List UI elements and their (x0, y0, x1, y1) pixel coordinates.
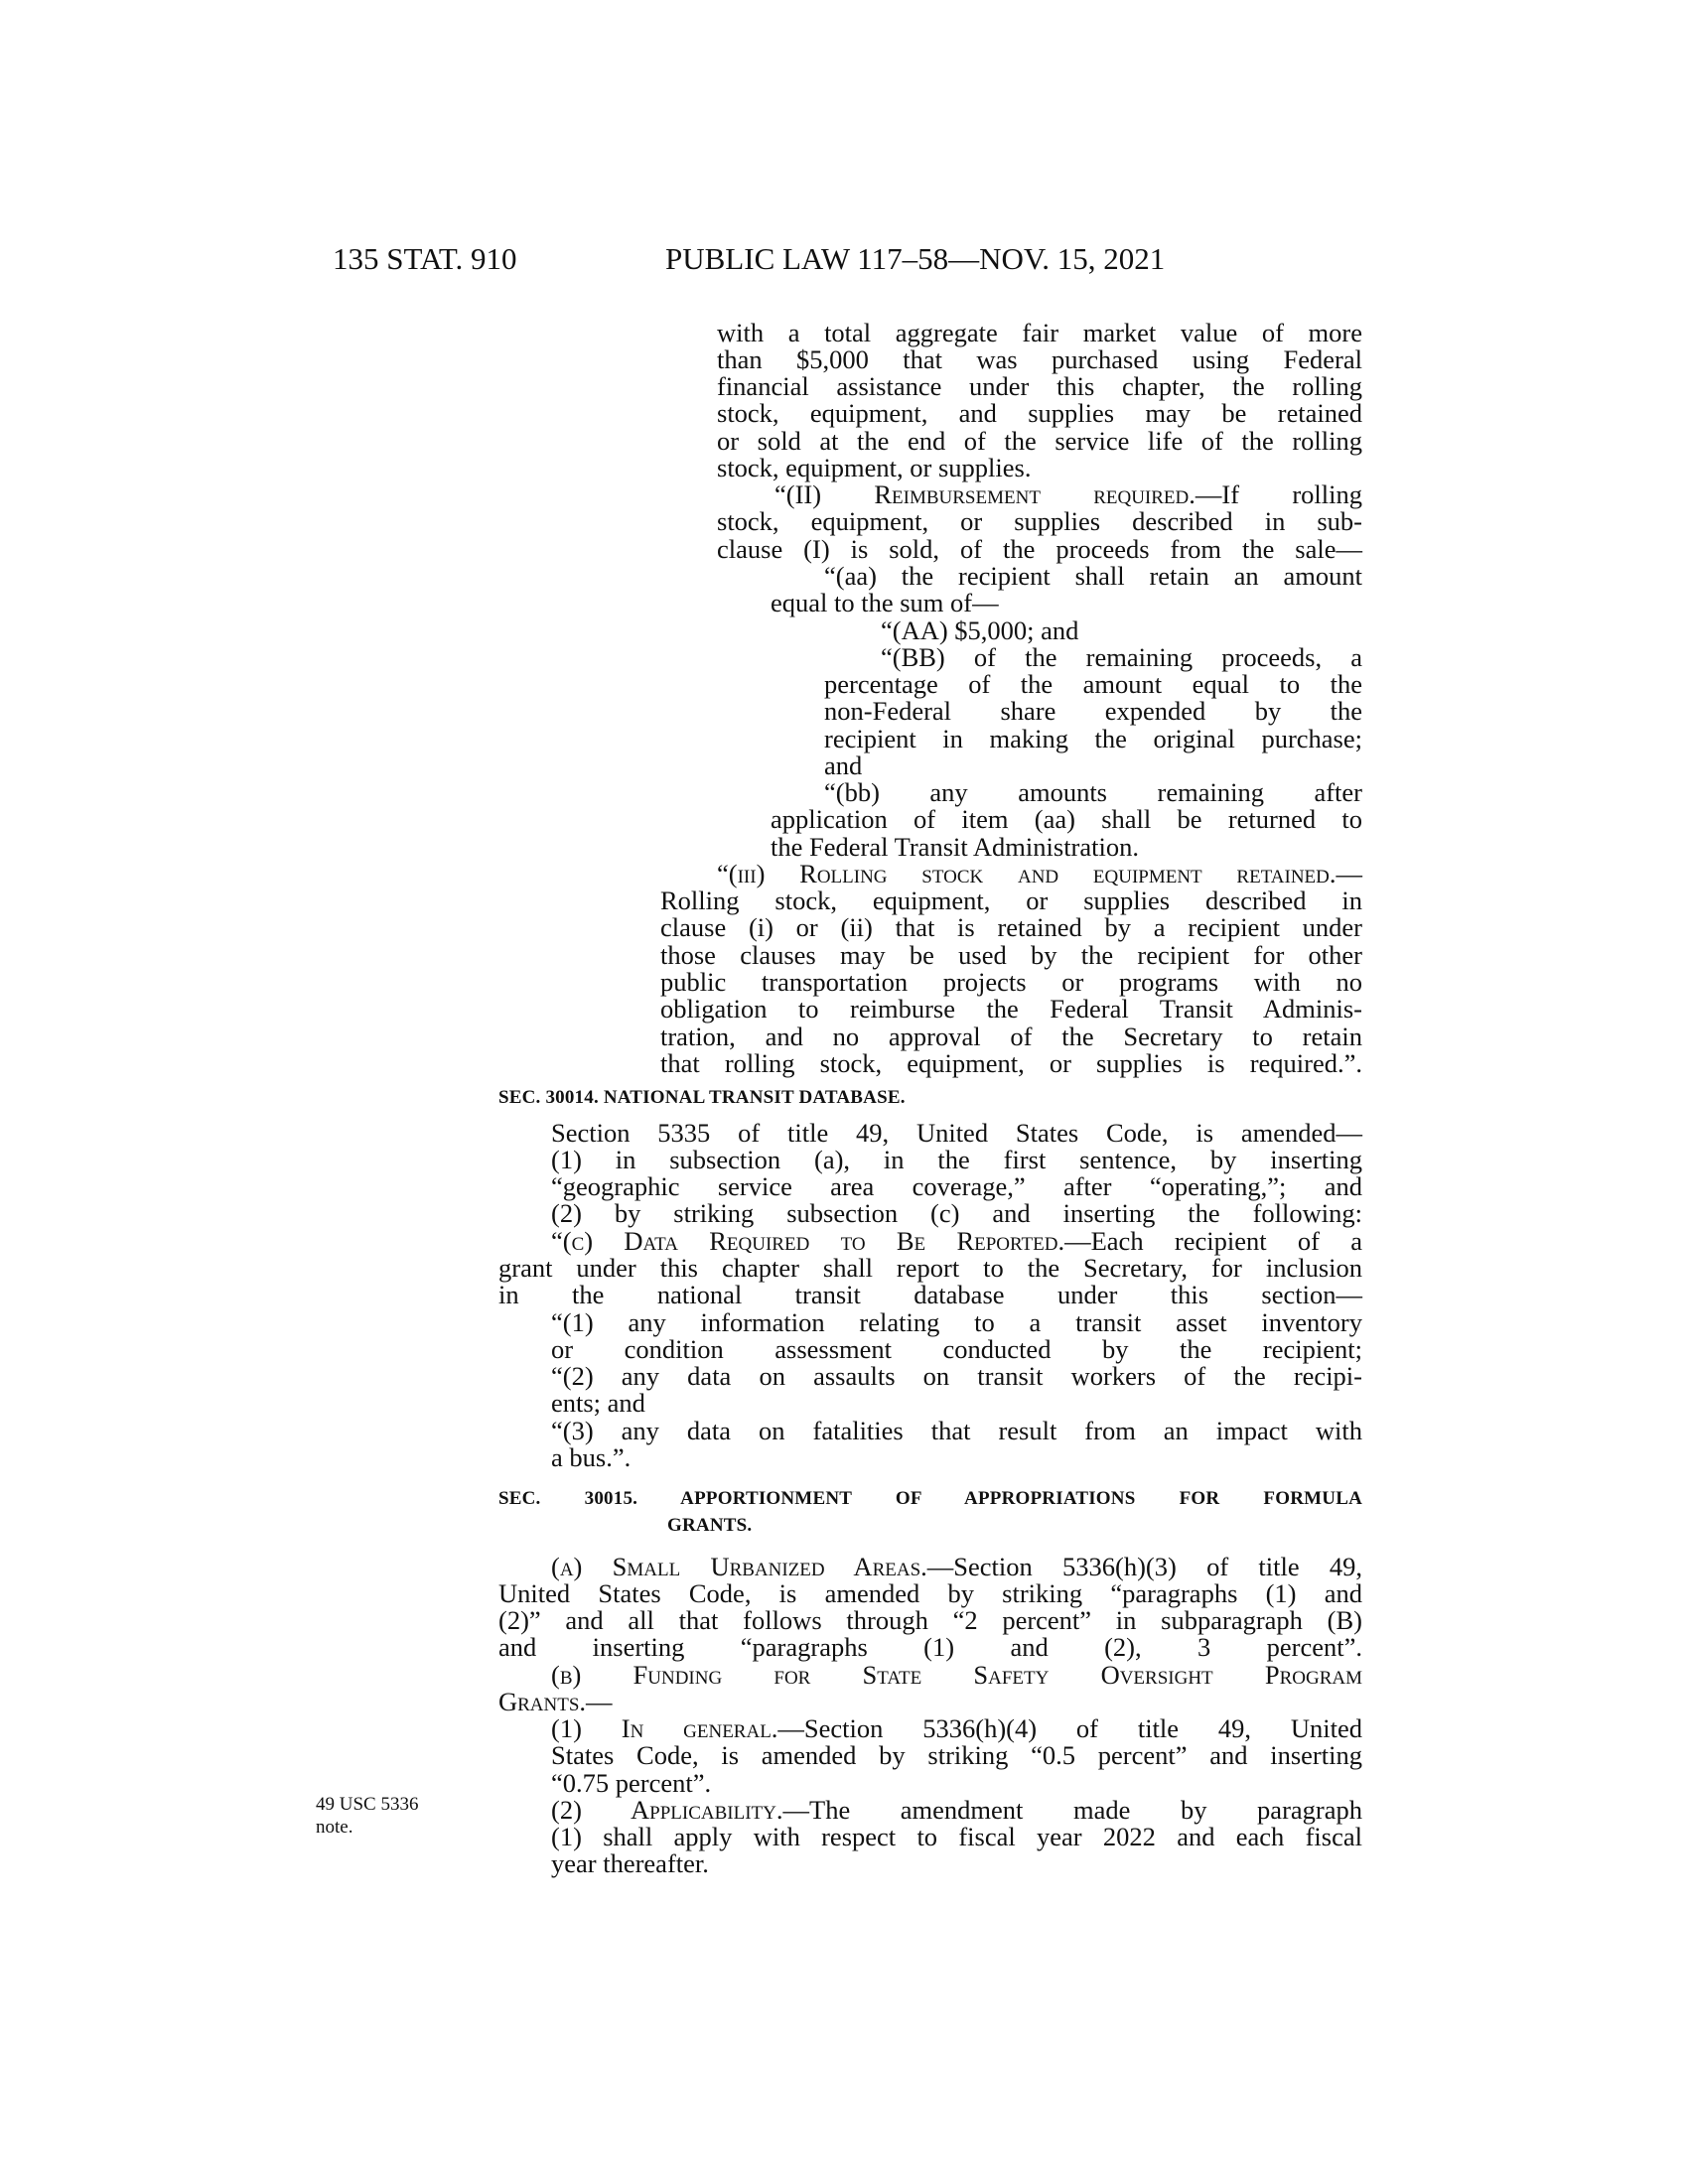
body-text-line: tration, and no approval of the Secretary to retain (660, 1022, 1362, 1051)
body-text-line: “(BB) of the remaining proceeds, a (881, 642, 1362, 672)
body-text-line: (1) In general.—Section 5336(h)(4) of title 49, United (551, 1713, 1362, 1743)
body-text-line: “(AA) $5,000; and (881, 615, 1079, 645)
run-in-heading: Grants.— (498, 1687, 613, 1716)
run-in-heading: “(iii) Rolling stock and equipment retained.— (717, 859, 1362, 888)
body-text-line: “(bb) any amounts remaining after (824, 777, 1362, 807)
margin-note-line-1: 49 USC 5336 (316, 1794, 419, 1815)
body-text-line: and inserting “paragraphs (1) and (2), 3 percent”. (498, 1632, 1362, 1662)
section-heading-line: SEC. 30015. APPORTIONMENT OF APPROPRIATIONS FOR FORMULA (498, 1488, 1362, 1509)
body-text-line: percentage of the amount equal to the (824, 669, 1362, 699)
body-text-line: that rolling stock, equipment, or supplies is required.”. (660, 1048, 1362, 1078)
body-text-line: ents; and (551, 1388, 645, 1418)
body-text-line: stock, equipment, or supplies. (717, 453, 1032, 482)
run-in-heading: (a) Small Urbanized Areas.— (551, 1552, 954, 1581)
body-text-line: “(aa) the recipient shall retain an amount (824, 561, 1362, 591)
body-text-line: year thereafter. (551, 1848, 709, 1878)
run-in-heading: “(c) Data Required to Be Reported.— (551, 1226, 1091, 1256)
body-text-line: (2)” and all that follows through “2 percent” in subparagraph (B) (498, 1605, 1362, 1635)
body-text-line: recipient in making the original purchase; (824, 724, 1362, 753)
body-text-line: stock, equipment, and supplies may be retained (717, 398, 1362, 428)
run-in-heading: (2) Applicability.— (551, 1795, 810, 1825)
body-text-line: (b) Funding for State Safety Oversight Program (551, 1660, 1362, 1690)
body-text-line: application of item (aa) shall be returned to (771, 804, 1362, 834)
run-in-heading: (1) In general.— (551, 1713, 804, 1743)
body-text-line: obligation to reimburse the Federal Transit Adminis- (660, 994, 1362, 1024)
stat-page-number: 135 STAT. 910 (333, 241, 517, 276)
body-text-line: financial assistance under this chapter, the rolling (717, 371, 1362, 401)
body-text-line: “0.75 percent”. (551, 1768, 712, 1798)
body-text-line: in the national transit database under this section— (498, 1280, 1362, 1309)
body-text-line: Section 5335 of title 49, United States Code, is amended— (551, 1118, 1362, 1148)
body-text-line: States Code, is amended by striking “0.5 percent” and inserting (551, 1740, 1362, 1770)
body-text-line: “(1) any information relating to a transit asset inventory (551, 1307, 1362, 1337)
body-text-line: clause (i) or (ii) that is retained by a recipient under (660, 912, 1362, 942)
body-text-line: Rolling stock, equipment, or supplies described in (660, 886, 1362, 915)
body-text-line (717, 861, 1362, 887)
body-text-line: than $5,000 that was purchased using Federal (717, 344, 1362, 374)
body-text-line: with a total aggregate fair market value of more (717, 318, 1362, 347)
section-heading-line: SEC. 30014. NATIONAL TRANSIT DATABASE. (498, 1087, 906, 1108)
body-text-line: “(c) Data Required to Be Reported.—Each recipient of a (551, 1226, 1362, 1256)
body-text-line: stock, equipment, or supplies described in sub- (717, 506, 1362, 536)
body-text-line: grant under this chapter shall report to the Secretary, for inclusion (498, 1253, 1362, 1283)
body-text-line: those clauses may be used by the recipient for other (660, 940, 1362, 970)
run-in-heading: “(II) Reimbursement required.— (774, 479, 1222, 509)
body-text-line: (2) Applicability.—The amendment made by paragraph (551, 1795, 1362, 1825)
body-text-line: “geographic service area coverage,” after “operating,”; and (551, 1171, 1362, 1201)
body-text-line: the Federal Transit Administration. (771, 832, 1139, 862)
body-text-line: non-Federal share expended by the (824, 696, 1362, 726)
body-text-line: (1) in subsection (a), in the first sentence, by inserting (551, 1145, 1362, 1174)
body-text-line: or sold at the end of the service life of the rolling (717, 426, 1362, 456)
body-text-line: “(3) any data on fatalities that result from an impact with (551, 1416, 1362, 1445)
body-text-line: public transportation projects or programs with no (660, 967, 1362, 997)
body-text-line: or condition assessment conducted by the recipient; (551, 1334, 1362, 1364)
margin-note-line-2: note. (316, 1817, 353, 1838)
section-heading-line: GRANTS. (667, 1515, 753, 1536)
body-text-line: United States Code, is amended by striking “paragraphs (1) and (498, 1578, 1362, 1608)
public-law-title: PUBLIC LAW 117–58—NOV. 15, 2021 (665, 241, 1166, 276)
body-text-line: “(2) any data on assaults on transit workers of the recipi- (551, 1361, 1362, 1391)
body-text-line: (2) by striking subsection (c) and inserting the following: (551, 1198, 1362, 1228)
body-text-line: clause (I) is sold, of the proceeds from the sale— (717, 534, 1362, 564)
body-text-line: and (824, 751, 863, 780)
body-text-line (498, 1689, 613, 1715)
body-text-line: equal to the sum of— (771, 588, 999, 617)
body-text-line: (1) shall apply with respect to fiscal year 2022 and each fiscal (551, 1822, 1362, 1851)
body-text-line: a bus.”. (551, 1442, 632, 1472)
body-text-line: (a) Small Urbanized Areas.—Section 5336(h)(3) of title 49, (551, 1552, 1362, 1581)
body-text-line: “(II) Reimbursement required.—If rolling (774, 479, 1362, 509)
